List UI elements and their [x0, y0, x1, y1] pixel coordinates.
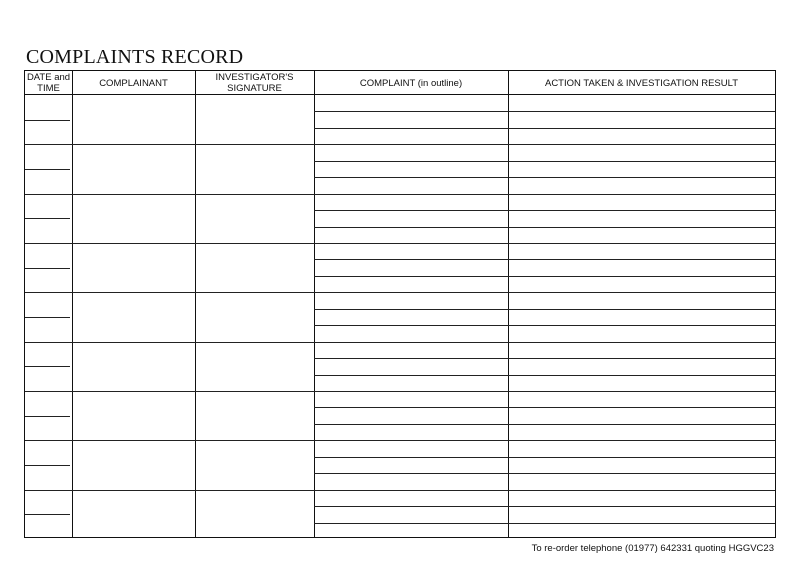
writing-line [314, 259, 775, 260]
writing-line [314, 506, 775, 507]
header-text: INVESTIGATOR'S [215, 72, 294, 83]
date-subline [25, 465, 70, 466]
writing-line [314, 128, 775, 129]
column-divider [195, 71, 196, 537]
complaints-table [24, 70, 776, 538]
header-text: SIGNATURE [227, 83, 282, 94]
header-date-time [25, 71, 72, 95]
header-text: DATE and [26, 72, 71, 83]
entry-divider [25, 490, 775, 491]
header-text: ACTION TAKEN & INVESTIGATION RESULT [544, 77, 739, 89]
entry-divider [25, 144, 775, 145]
date-subline [25, 169, 70, 170]
writing-line [314, 407, 775, 408]
writing-line [314, 375, 775, 376]
header-text: COMPLAINT (in outline) [359, 77, 463, 89]
writing-line [314, 276, 775, 277]
writing-line [314, 111, 775, 112]
entry-divider [25, 194, 775, 195]
column-divider [314, 71, 315, 537]
column-divider [72, 71, 73, 537]
writing-line [314, 227, 775, 228]
date-subline [25, 268, 70, 269]
header-action-result [508, 71, 775, 95]
date-subline [25, 514, 70, 515]
writing-line [314, 177, 775, 178]
entry-divider [25, 292, 775, 293]
writing-line [314, 424, 775, 425]
entry-divider [25, 391, 775, 392]
writing-line [314, 161, 775, 162]
entry-divider [25, 243, 775, 244]
entry-divider [25, 342, 775, 343]
header-complainant [72, 71, 195, 95]
date-subline [25, 218, 70, 219]
date-subline [25, 120, 70, 121]
date-subline [25, 366, 70, 367]
writing-line [314, 457, 775, 458]
writing-line [314, 309, 775, 310]
writing-line [314, 358, 775, 359]
reorder-note: To re-order telephone (01977) 642331 quoting HGGVC23 [531, 543, 774, 554]
header-text: COMPLAINANT [99, 77, 168, 89]
form-title: COMPLAINTS RECORD [26, 46, 244, 68]
date-subline [25, 317, 70, 318]
writing-line [314, 523, 775, 524]
writing-line [314, 210, 775, 211]
header-investigator-signature [195, 71, 314, 95]
entry-divider [25, 440, 775, 441]
header-text: TIME [37, 83, 60, 94]
date-subline [25, 416, 70, 417]
column-divider [508, 71, 509, 537]
header-complaint [314, 71, 508, 95]
writing-line [314, 325, 775, 326]
writing-line [314, 473, 775, 474]
